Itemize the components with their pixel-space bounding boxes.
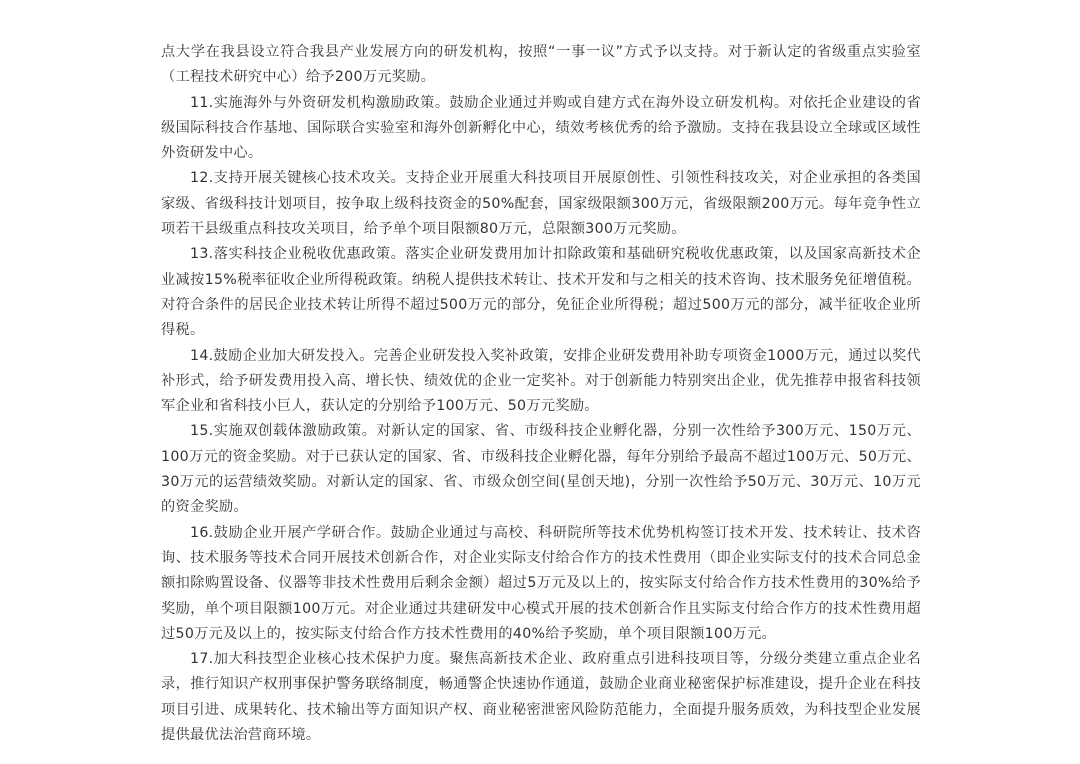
paragraph-item-16: 16.鼓励企业开展产学研合作。鼓励企业通过与高校、科研院所等技术优势机构签订技术开发、技术转让、技术咨询、技术服务等技术合同开展技术创新合作，对企业实际支付给合作方的技术性费用（即企业实际支付的技术合同总金额扣除购置设备、仪器等非技术性费用后剩余金额）超过5万元及以上的，按实际支付给合作方技术性费用的30%给予奖励，单个项目限额100万元。对企业通过共建研发中心模式开展的技术创新合作且实际支付给合作方的技术性费用超过50万元及以上的，按实际支付给合作方技术性费用的40%给予奖励，单个项目限额100万元。 bbox=[161, 524, 921, 642]
paragraph-item-13: 13.落实科技企业税收优惠政策。落实企业研发费用加计扣除政策和基础研究税收优惠政策，以及国家高新技术企业减按15%税率征收企业所得税政策。纳税人提供技术转让、技术开发和与之相关的技术咨询、技术服务免征增值税。对符合条件的居民企业技术转让所得不超过500万元的部分，免征企业所得税；超过500万元的部分，减半征收企业所得税。 bbox=[161, 246, 921, 339]
paragraph-item-14: 14.鼓励企业加大研发投入。完善企业研发投入奖补政策，安排企业研发费用补助专项资金1000万元，通过以奖代补形式，给予研发费用投入高、增长快、绩效优的企业一定奖补。对于创新能力特别突出企业，优先推荐申报省科技领军企业和省科技小巨人，获认定的分别给予100万元、50万元奖励。 bbox=[161, 347, 921, 415]
paragraph-continuation: 点大学在我县设立符合我县产业发展方向的研发机构，按照“一事一议”方式予以支持。对于新认定的省级重点实验室（工程技术研究中心）给予200万元奖励。 bbox=[161, 44, 921, 86]
paragraph-item-12: 12.支持开展关键核心技术攻关。支持企业开展重大科技项目开展原创性、引领性科技攻关，对企业承担的各类国家级、省级科技计划项目，按争取上级科技资金的50%配套，国家级限额300万元，省级限额200万元。每年竞争性立项若干县级重点科技攻关项目，给予单个项目限额80万元，总限额300万元奖励。 bbox=[161, 170, 921, 238]
paragraph-item-17: 17.加大科技型企业核心技术保护力度。聚焦高新技术企业、政府重点引进科技项目等，分级分类建立重点企业名录，推行知识产权刑事保护警务联络制度，畅通警企快速协作通道，鼓励企业商业秘密保护标准建设，提升企业在科技项目引进、成果转化、技术输出等方面知识产权、商业秘密泄密风险防范能力，全面提升服务质效，为科技型企业发展提供最优法治营商环境。 bbox=[161, 651, 921, 744]
article-body bbox=[161, 40, 921, 748]
paragraph-item-11: 11.实施海外与外资研发机构激励政策。鼓励企业通过并购或自建方式在海外设立研发机构。对依托企业建设的省级国际科技合作基地、国际联合实验室和海外创新孵化中心，绩效考核优秀的给予激励。支持在我县设立全球或区域性外资研发中心。 bbox=[161, 94, 921, 162]
paragraph-item-15: 15.实施双创载体激励政策。对新认定的国家、省、市级科技企业孵化器，分别一次性给予300万元、150万元、100万元的资金奖励。对于已获认定的国家、省、市级科技企业孵化器，每年分别给予最高不超过100万元、50万元、30万元的运营绩效奖励。对新认定的国家、省、市级众创空间(星创天地)，分别一次性给予50万元、30万元、10万元的资金奖励。 bbox=[161, 423, 921, 516]
